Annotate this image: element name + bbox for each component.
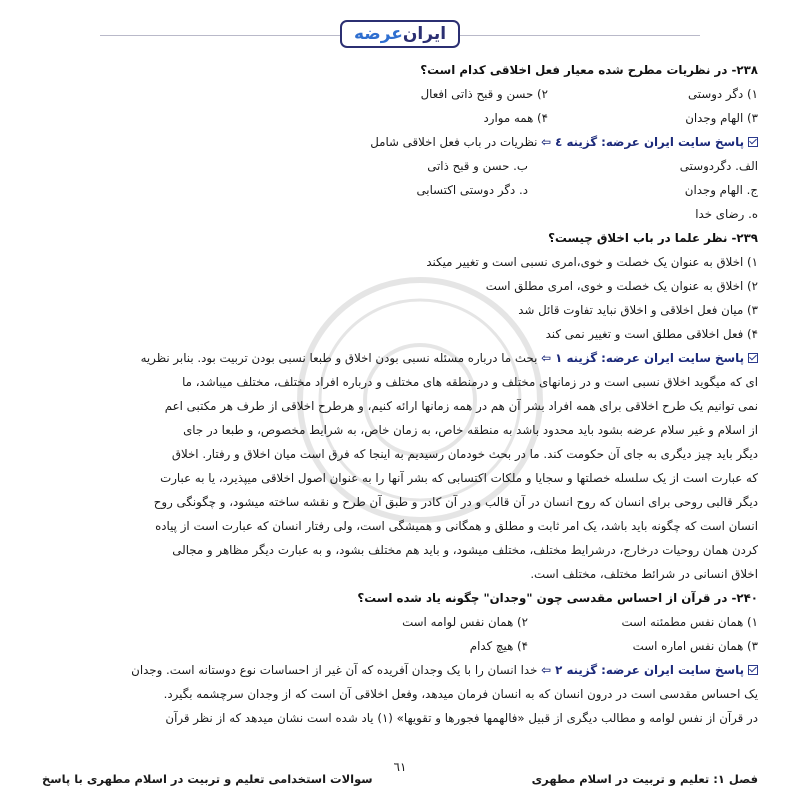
q240-option-4: ۴) هیچ کدام <box>469 639 528 653</box>
q238-item-e: ه. رضای خدا <box>695 207 758 221</box>
q238-option-3: ۳) الهام وجدان <box>685 111 758 125</box>
question-238: ۲۳۸- در نظریات مطرح شده معیار فعل اخلاقی کدام است؟ <box>420 63 758 77</box>
q238-answer <box>42 130 758 154</box>
logo-text-main: ایران <box>402 24 447 44</box>
q240-options-row-1 <box>42 610 758 634</box>
q239-answer-line-6: که عبارت است از یک سلسله خصلتها و سجایا و ملکات اکتسابی که بشر آنها را به عنوان اصول اخلاقی میپذیرد، یا به عبارت <box>160 471 758 485</box>
main-content <box>42 58 758 730</box>
logo-text-accent: عرضه <box>353 24 403 44</box>
header-logo-area <box>0 14 800 52</box>
q239-answer-line-7: دیگر قالبی روحی برای انسان که روح انسان در آن قالب و در آن کادر و طبق آن طرح و نقشه ساخته میشود، و چگونگی روح <box>153 495 758 509</box>
q240-answer-line-2: یک احساس مقدسی است در درون انسان که به انسان فرمان میدهد، وفعل اخلاقی آن است که از وجدان سرچشمه بگیرد. <box>163 687 758 701</box>
q240-option-2: ۲) همان نفس لوامه است <box>402 615 528 629</box>
answer-text: خدا انسان را با یک وجدان آفریده که آن غیر از احساسات نوع دوستانه است. وجدان <box>131 663 538 677</box>
q240-option-3: ۳) همان نفس اماره است <box>632 639 758 653</box>
q239-answer-line-5: دیگر باید چیز دیگری به جای آن حکومت کند. ما در بحث خودمان رسیدیم به اینجا که فرق است میان اخلاق و رفتار. اخلاق <box>171 447 758 461</box>
q240-answer-line-1 <box>42 658 758 682</box>
q238-items-row-2 <box>42 178 758 202</box>
site-logo <box>340 20 460 48</box>
q240-option-1: ۱) همان نفس مطمئنه است <box>621 615 758 629</box>
q238-option-1: ۱) دگر دوستی <box>687 87 758 101</box>
question-239: ۲۳۹- نظر علما در باب اخلاق چیست؟ <box>548 231 758 245</box>
q239-option-4: ۴) فعل اخلاقی مطلق است و تغییر نمی کند <box>545 327 758 341</box>
q239-answer-line-8: انسان است که چگونه باید باشد، یک امر ثابت و مطلق و همگانی و همیشگی است، ولی رفتار انسان که عبارت است از پیاده <box>155 519 758 533</box>
footer-chapter: فصل ۱: تعلیم و تربیت در اسلام مطهری <box>531 772 758 786</box>
page-number: ٦١ <box>393 760 407 774</box>
q240-options-row-2 <box>42 634 758 658</box>
q239-answer-line-9: کردن همان روحیات درخارج، درشرایط مختلف، مختلف میشود، و باید هم مختلف بشود، و به عبارت دیگر مظاهر و مجالی <box>172 543 758 557</box>
q239-answer-line-4: از اسلام و غیر سلام عرضه بشود باید محدود باشد به منطقه خاص، به زمان خاص، به شرایط مخصوص، و طبعا در جای <box>183 423 758 437</box>
checkbox-icon <box>748 137 758 147</box>
q238-options-row-1 <box>42 82 758 106</box>
q239-option-3: ۳) میان فعل اخلاقی و اخلاق نباید تفاوت قائل شد <box>518 303 758 317</box>
answer-text: بحث ما درباره مسئله نسبی بودن اخلاق و طبعا نسبی بودن تربیت بود. بنابر نظریه <box>140 351 538 365</box>
question-240: ۲۴۰- در قرآن از احساس مقدسی چون "وجدان" چگونه یاد شده است؟ <box>357 591 758 605</box>
q238-option-2: ۲) حسن و قبح ذاتی افعال <box>420 87 548 101</box>
checkbox-icon <box>748 665 758 675</box>
q239-option-1: ۱) اخلاق به عنوان یک خصلت و خوی،امری نسبی است و تغییر میکند <box>426 255 758 269</box>
answer-heading: پاسخ سایت ایران عرضه: گزینه ٢ ⇦ <box>541 663 744 677</box>
q239-answer-line-3: نمی توانیم یک طرح اخلاقی برای همه افراد بشر آن هم در همه زمانها ارائه کنیم، و هرطرح اخلاقی از طرف هر مکتبی اعم <box>164 399 758 413</box>
answer-heading: پاسخ سایت ایران عرضه: گزینه ٤ ⇦ <box>541 135 744 149</box>
q238-options-row-2 <box>42 106 758 130</box>
answer-heading: پاسخ سایت ایران عرضه: گزینه ١ ⇦ <box>541 351 744 365</box>
q238-items-row-1 <box>42 154 758 178</box>
q238-item-d: د. دگر دوستی اکتسابی <box>416 183 528 197</box>
q239-option-2: ۲) اخلاق به عنوان یک خصلت و خوی، امری مطلق است <box>485 279 758 293</box>
q238-item-a: الف. دگردوستی <box>679 159 758 173</box>
footer-book-title: سوالات استخدامی تعلیم و تربیت در اسلام مطهری با پاسخ <box>42 772 373 786</box>
q240-answer-line-3: در قرآن از نفس لوامه و مطالب دیگری از قبیل «فالهمها فجورها و تقویها» (۱) یاد شده است نشان میدهد که از نظر قرآن <box>165 711 758 725</box>
q239-answer-line-2: ای که میگوید اخلاق نسبی است و در زمانهای مختلف و درمنطقه های مختلف و درباره افراد مختلف، مختلف میباشد، ما <box>182 375 758 389</box>
q239-answer-line-10: اخلاق انسانی در شرائط مختلف، مختلف است. <box>530 567 758 581</box>
answer-text: نظریات در باب فعل اخلاقی شامل <box>370 135 538 149</box>
q239-answer-line-1 <box>42 346 758 370</box>
checkbox-icon <box>748 353 758 363</box>
q238-item-c: ج. الهام وجدان <box>684 183 758 197</box>
q238-option-4: ۴) همه موارد <box>483 111 548 125</box>
q238-item-b: ب. حسن و قبح ذاتی <box>427 159 528 173</box>
page-footer <box>0 762 800 800</box>
